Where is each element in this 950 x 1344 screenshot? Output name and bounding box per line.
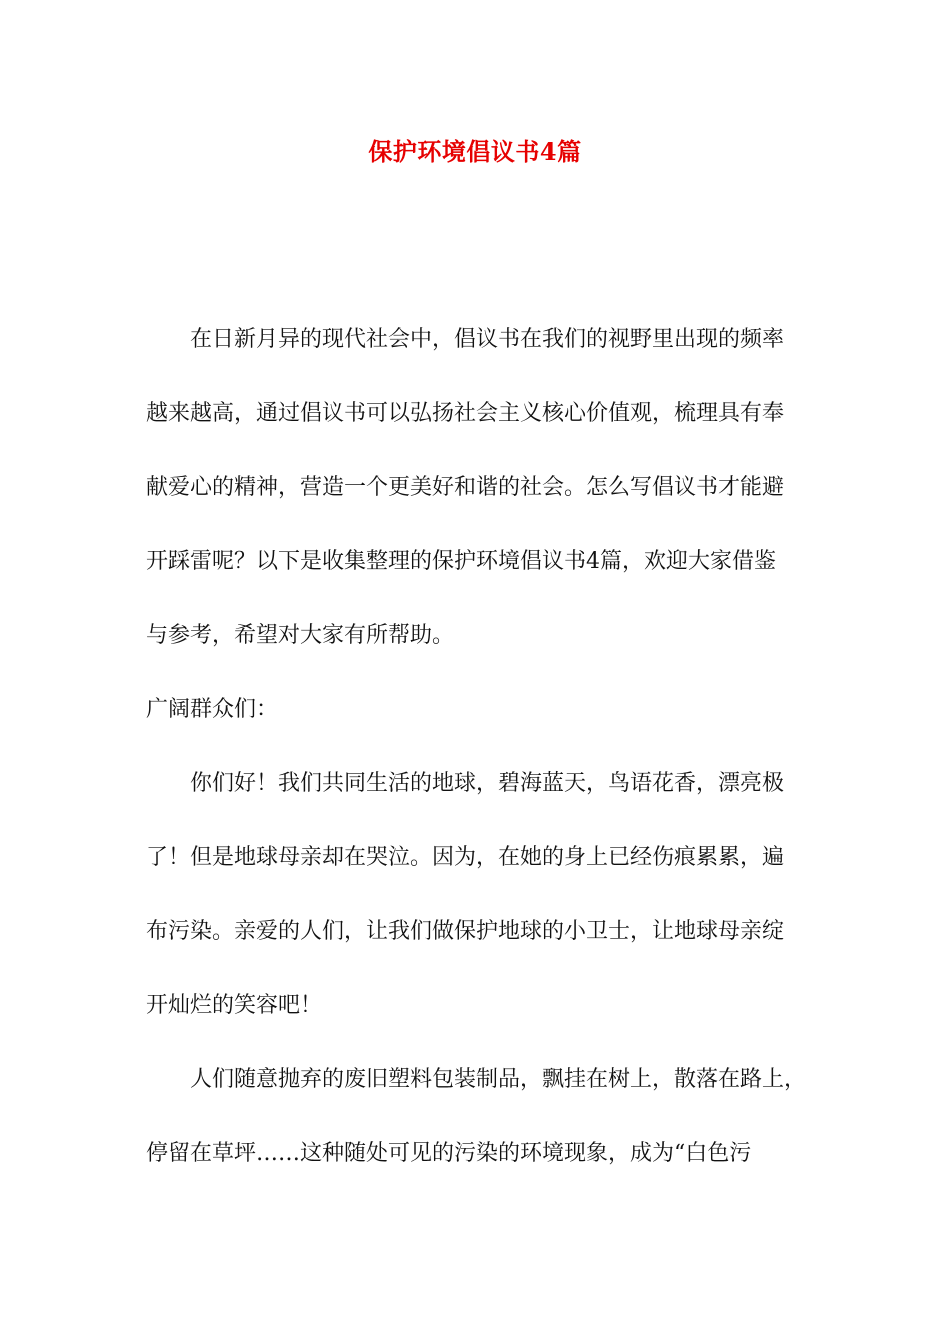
paragraph-1-line-4: 开灿烂的笑容吧！	[146, 993, 323, 1018]
document-title: 保护环境倡议书4篇	[368, 137, 582, 166]
paragraph-2-line-1: 人们随意抛弃的废旧塑料包装制品，飘挂在树上，散落在路上，	[146, 1067, 807, 1092]
paragraph-1-line-1: 你们好！我们共同生活的地球，碧海蓝天，鸟语花香，漂亮极	[146, 771, 785, 796]
intro-line-1: 在日新月异的现代社会中，倡议书在我们的视野里出现的频率	[146, 327, 785, 352]
paragraph-1-line-2: 了！但是地球母亲却在哭泣。因为，在她的身上已经伤痕累累，遍	[146, 845, 785, 870]
intro-line-3: 献爱心的精神，营造一个更美好和谐的社会。怎么写倡议书才能避	[146, 475, 785, 500]
intro-line-4: 开踩雷呢？以下是收集整理的保护环境倡议书4篇，欢迎大家借鉴	[146, 549, 776, 574]
intro-line-5: 与参考，希望对大家有所帮助。	[146, 623, 455, 648]
paragraph-1-line-3: 布污染。亲爱的人们，让我们做保护地球的小卫士，让地球母亲绽	[146, 919, 785, 944]
paragraph-2-line-2: 停留在草坪……这种随处可见的污染的环境现象，成为“白色污	[146, 1141, 752, 1166]
intro-line-2: 越来越高，通过倡议书可以弘扬社会主义核心价值观，梳理具有奉	[146, 401, 785, 426]
salutation: 广阔群众们：	[146, 697, 279, 722]
